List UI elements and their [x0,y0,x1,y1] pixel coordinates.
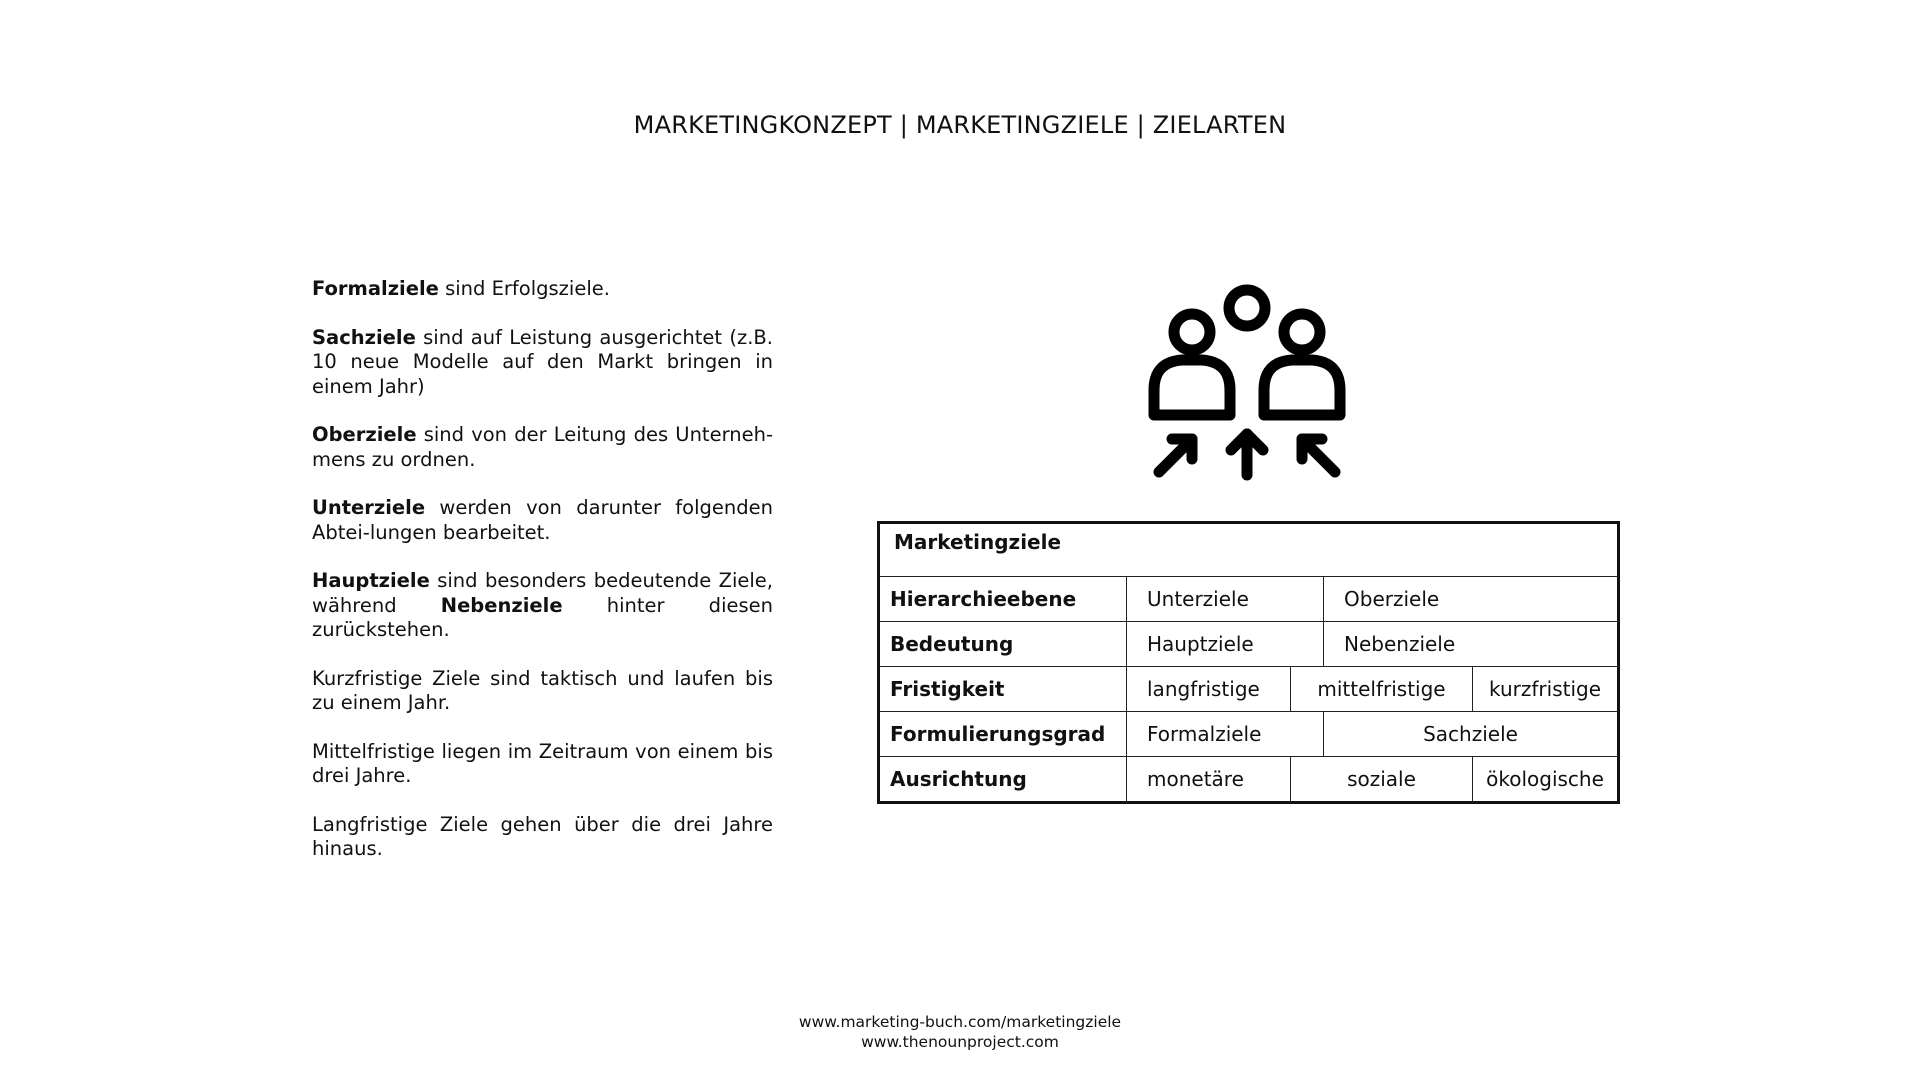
table-row [879,712,1619,757]
cell-mittelfristige: mittelfristige [1291,667,1473,712]
footer-link-nounproject: www.thenounproject.com [861,1033,1059,1051]
row-label-bedeutung: Bedeutung [879,622,1127,667]
table-header-row [879,523,1619,577]
goals-table [877,521,1620,804]
table-row [879,577,1619,622]
term-hauptziele: Hauptziele [312,569,430,592]
table-row [879,667,1619,712]
page-title: MARKETINGKONZEPT | MARKETINGZIELE | ZIELARTEN [633,111,1287,139]
row-label-hierarchieebene: Hierarchieebene [879,577,1127,622]
cell-soziale: soziale [1291,757,1473,803]
paragraph-mittelfristig: Mittelfristige liegen im Zeitraum von einem bis drei Jahre. [312,739,773,787]
paragraph-kurzfristig: Kurzfristige Ziele sind taktisch und laufen bis zu einem Jahr. [312,666,773,714]
marketingziele-table [877,521,1617,804]
term-oberziele: Oberziele [312,423,417,446]
term-nebenziele: Nebenziele [440,593,563,617]
paragraph-formalziele: Formalziele sind Erfolgsziele. [312,277,610,300]
cell-oekologische: ökologische [1473,757,1619,803]
cell-langfristige: langfristige [1127,667,1291,712]
table-row [879,757,1619,803]
paragraph-langfristig: Langfristige Ziele gehen über die drei Jahre hinaus. [312,812,773,860]
paragraph-unterziele: Unterziele werden von darunter folgenden Abtei-lungen bearbeitet. [312,496,773,544]
table-row [879,622,1619,667]
cell-formalziele: Formalziele [1127,712,1324,757]
cell-oberziele: Oberziele [1324,577,1619,622]
paragraph-oberziele: Oberziele sind von der Leitung des Unterneh-mens zu ordnen. [312,423,773,471]
cell-sachziele: Sachziele [1324,712,1619,757]
footer-credits [0,1012,1920,1052]
cell-kurzfristige: kurzfristige [1473,667,1619,712]
paragraph-sachziele: Sachziele sind auf Leistung ausgerichtet (z.B. 10 neue Modelle auf den Markt bringen in einem Jahr) [312,325,773,398]
table-header: Marketingziele [879,523,1619,577]
cell-hauptziele: Hauptziele [1127,622,1324,667]
row-label-fristigkeit: Fristigkeit [879,667,1127,712]
description-text [312,277,773,886]
team-goals-icon [1142,282,1352,482]
cell-monetaere: monetäre [1127,757,1291,803]
footer-link-marketing-buch: www.marketing-buch.com/marketingziele [798,1013,1122,1031]
row-label-ausrichtung: Ausrichtung [879,757,1127,803]
term-formalziele: Formalziele [312,277,439,300]
term-unterziele: Unterziele [312,496,426,519]
term-sachziele: Sachziele [312,325,416,349]
cell-nebenziele: Nebenziele [1324,622,1619,667]
cell-unterziele: Unterziele [1127,577,1324,622]
row-label-formulierungsgrad: Formulierungsgrad [879,712,1127,757]
paragraph-hauptziele: Hauptziele sind besonders bedeutende Ziele, während Nebenziele hinter diesen zurückstehen. [312,569,773,641]
